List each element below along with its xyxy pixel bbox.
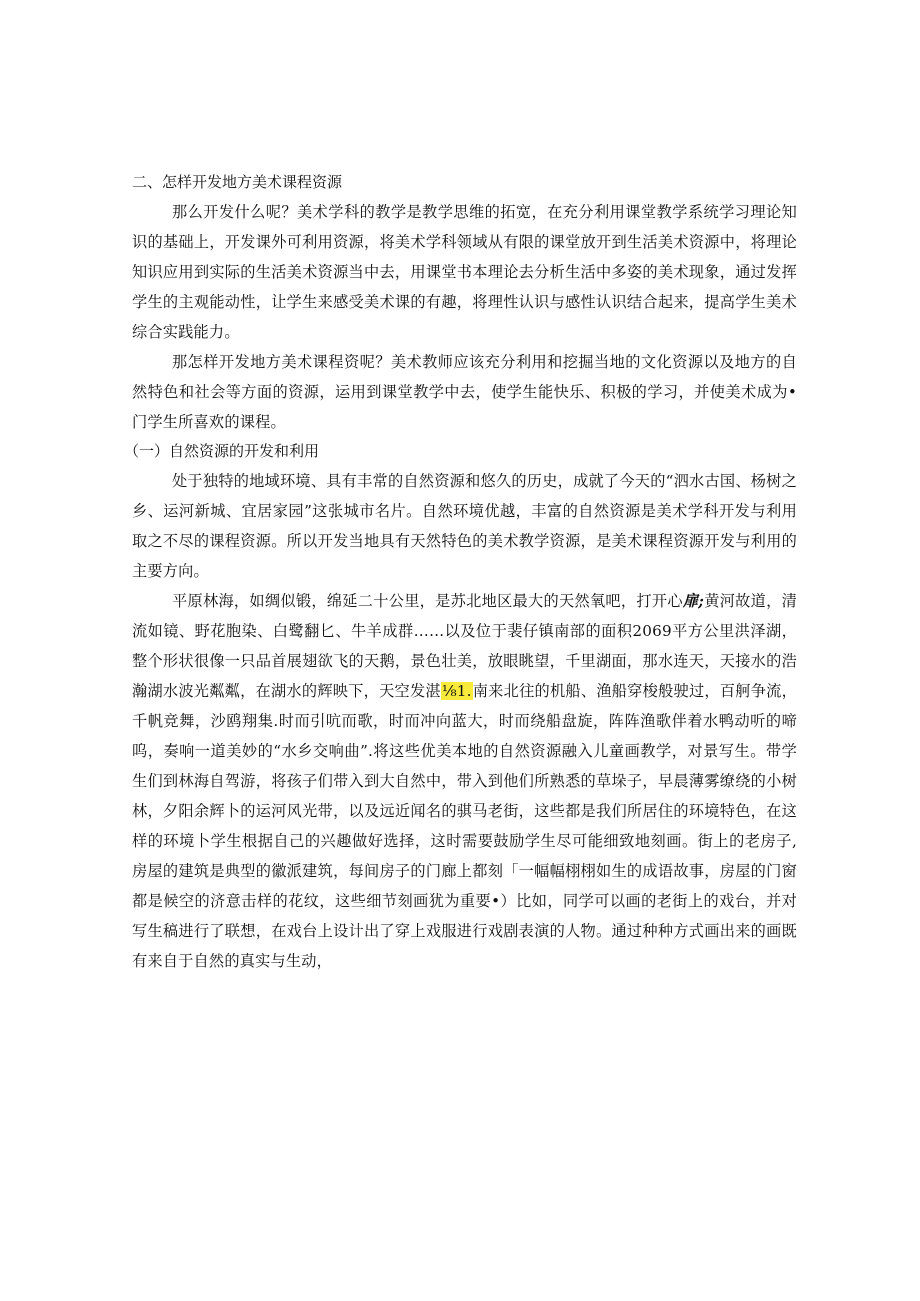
sub-heading: （一）自然资源的开发和利用 bbox=[124, 442, 320, 460]
bold-italic-glyph: 扉; bbox=[682, 592, 705, 610]
document-body bbox=[124, 168, 798, 976]
paragraph-1: 那么开发什么呢？美术学科的教学是教学思维的拓宽，在充分利用课堂教学系统学习理论知识的基础上，开发课外可利用资源，将美术学科领域从有限的课堂放开到生活美术资源中，将理论知识应用到实际的生活美术资源当中去，用课堂书本理论去分析生活中多姿的美术现象，通过发挥学生的主观能动性，让学生来感受美术课的有趣，将理性认识与感性认识结合起来，提高学生美术综合实践能力。 bbox=[132, 203, 797, 341]
paragraph-4-part-2: 黄河故道，清流如镜、野花胞染、白鹭翻匕、牛羊成群……以及位于裴仔镇南部的面积2069平方公里洪泽湖，整个形状很像一只品首展翅欲飞的天鹅，景色壮美，放眼眺望，千里湖面，那水连天，天接水的浩瀚湖水波光粼粼，在湖水的辉映下，天空发湛 bbox=[132, 592, 798, 700]
paragraph-4 bbox=[132, 586, 797, 976]
paragraph-3: 处于独特的地域环境、具有丰常的自然资源和悠久的历史，成就了今天的“泗水古国、杨树之乡、运河新城、宜居家园”这张城市名片。自然环境优越，丰富的自然资源是美术学科开发与利用取之不尽的课程资源。所以开发当地具有天然特色的美术教学资源，是美术课程资源开发与利用的主要方向。 bbox=[132, 472, 797, 580]
paragraph-4-part-3: 南来北往的机船、渔船穿梭般驶过，百舸争流，千帆竞舞，沙鸥翔集.时而引吭而歌，时而冲向蓝大，时而绕船盘旋，阵阵渔歌伴着水鸭动听的啼呜，奏响一道美妙的“水乡交响曲”.将这些优美本地的自然资源融入儿童画教学，对景写生。带学生们到林海自驾游，将孩子们带入到大自然中，带入到他们所熟悉的草垛子，早晨薄雾缭绕的小树林，夕阳余辉卜的运河风光带，以及远近闻名的骐马老街，这些都是我们所居住的环境特色，在这样的环境卜学生根据自己的兴趣做好选择，这时需要鼓励学生尽可能细致地刻画。街上的老房子,房屋的建筑是典型的徽派建筑，每间房子的门廊上都刻「一幅幅栩栩如生的成语故事，房屋的门窗都是候空的济意击样的花纹，这些细节刻画犹为重要•）比如，同学可以画的老街上的戏台，并对写生稿进行了联想，在戏台上设计出了穿上戏服进行戏剧表演的人物。通过种种方式画出来的画既有来自于自然的真实与生动， bbox=[132, 682, 798, 970]
section-heading: 二、怎样开发地方美术课程资源 bbox=[132, 173, 343, 191]
paragraph-2: 那怎样开发地方美术课程资呢？美术教师应该充分利用和挖掘当地的文化资源以及地方的自然特色和社会等方面的资源，运用到课堂教学中去，使学生能快乐、积极的学习，并使美术成为•门学生所喜欢的课程。 bbox=[132, 353, 797, 431]
highlighted-text: ⅛1. bbox=[441, 682, 472, 700]
paragraph-4-part-1: 平原林海，如绸似锻，绵延二十公里，是苏北地区最大的天然氧吧，打开心 bbox=[172, 592, 683, 610]
